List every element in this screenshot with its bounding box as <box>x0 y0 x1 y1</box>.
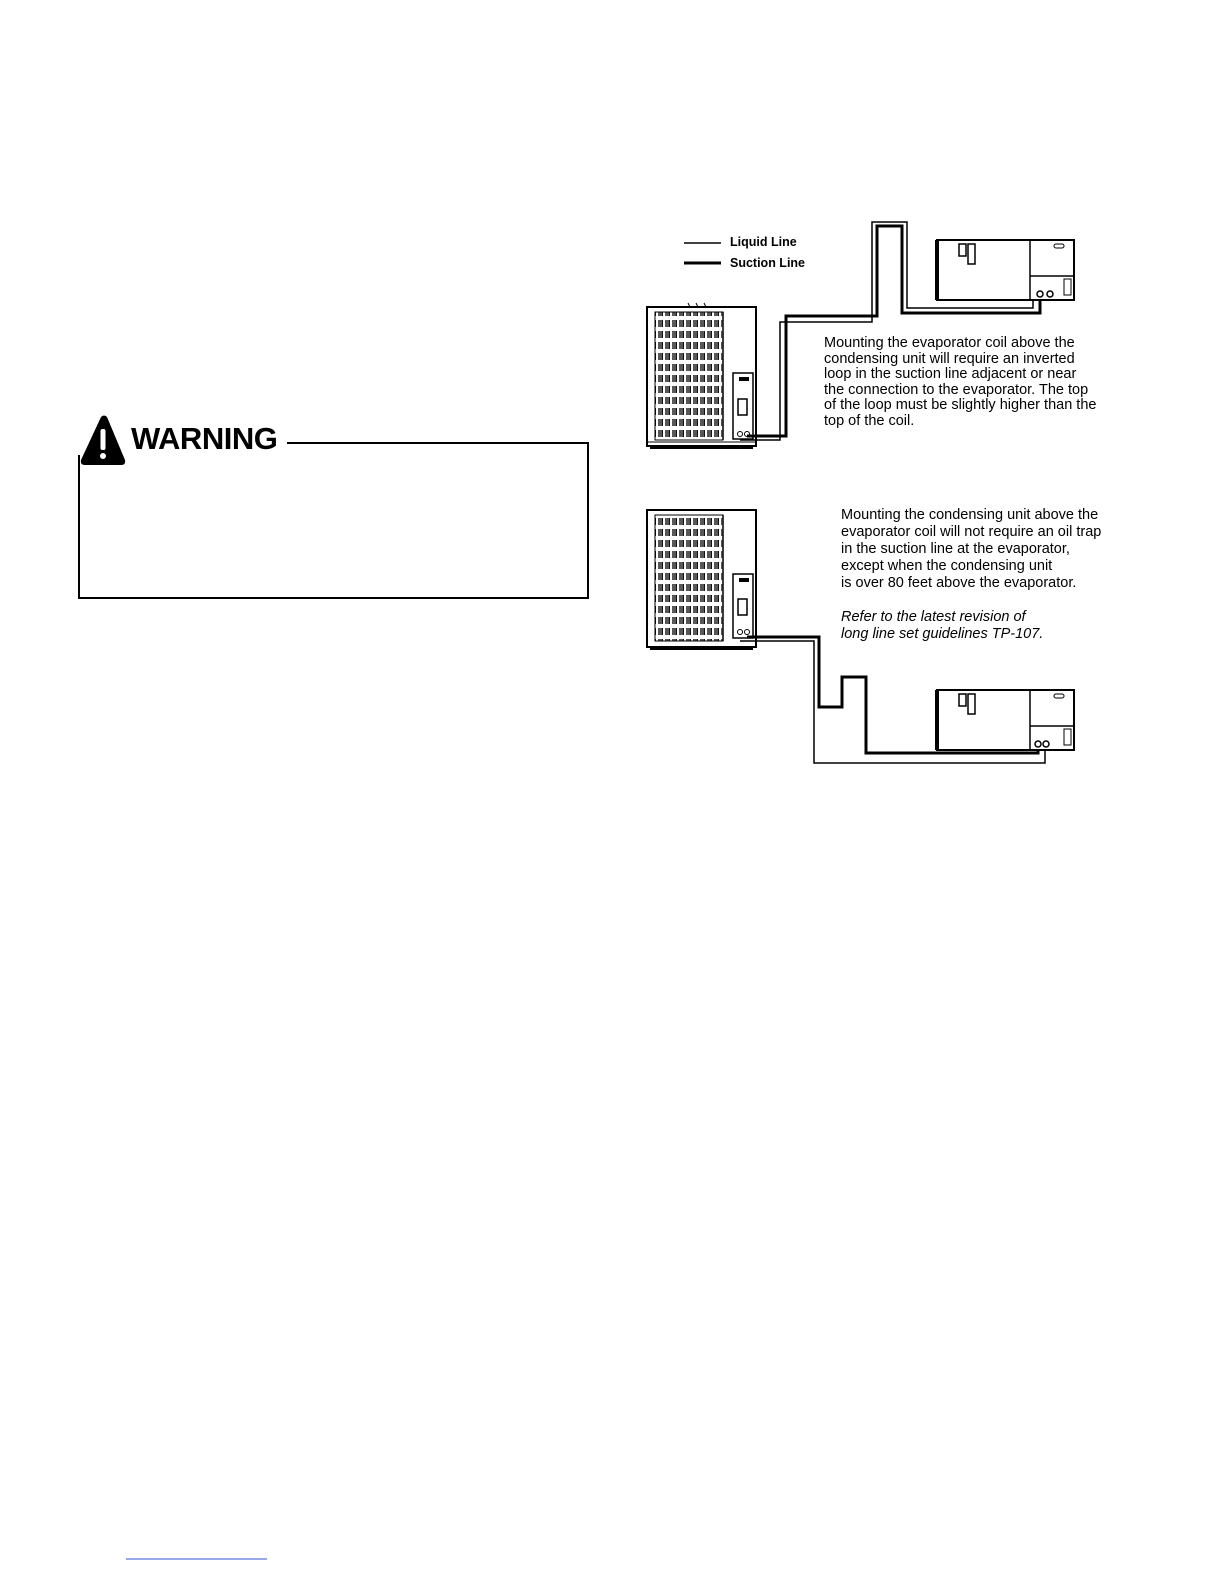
warning-triangle-icon <box>81 416 125 466</box>
note-line: Refer to the latest revision of <box>841 609 1026 625</box>
legend <box>684 243 721 263</box>
note-line: long line set guidelines TP-107. <box>841 626 1044 642</box>
caption-line: loop in the suction line adjacent or near <box>824 366 1077 383</box>
caption-line: top of the coil. <box>824 412 915 429</box>
caption-line: of the loop must be slightly higher than the <box>824 397 1097 414</box>
diagram-bottom-note <box>841 609 1043 643</box>
legend-liquid-line-label: Liquid Line <box>730 235 797 249</box>
legend-suction-line-label: Suction Line <box>730 256 805 270</box>
caption-line: in the suction line at the evaporator, <box>841 541 1070 557</box>
evaporator-coil-top <box>937 240 1074 300</box>
caption-line: except when the condensing unit <box>841 558 1053 574</box>
caption-line: evaporator coil will not require an oil trap <box>841 524 1102 540</box>
evaporator-coil-bottom <box>937 690 1074 750</box>
warning-box-frame <box>79 443 588 598</box>
caption-line: condensing unit will require an inverted <box>824 350 1075 367</box>
warning-heading: WARNING <box>131 421 287 457</box>
diagram-bottom-caption <box>841 507 1101 592</box>
caption-line: the connection to the evaporator. The top <box>824 381 1089 398</box>
condensing-unit-bottom <box>647 510 756 650</box>
line-set-bottom <box>740 637 1045 763</box>
caption-line: Mounting the evaporator coil above the <box>824 335 1075 351</box>
caption-line: is over 80 feet above the evaporator. <box>841 575 1077 591</box>
diagram-top-caption <box>824 336 1096 430</box>
condensing-unit-top <box>647 303 756 449</box>
caption-line: Mounting the condensing unit above the <box>841 507 1099 523</box>
